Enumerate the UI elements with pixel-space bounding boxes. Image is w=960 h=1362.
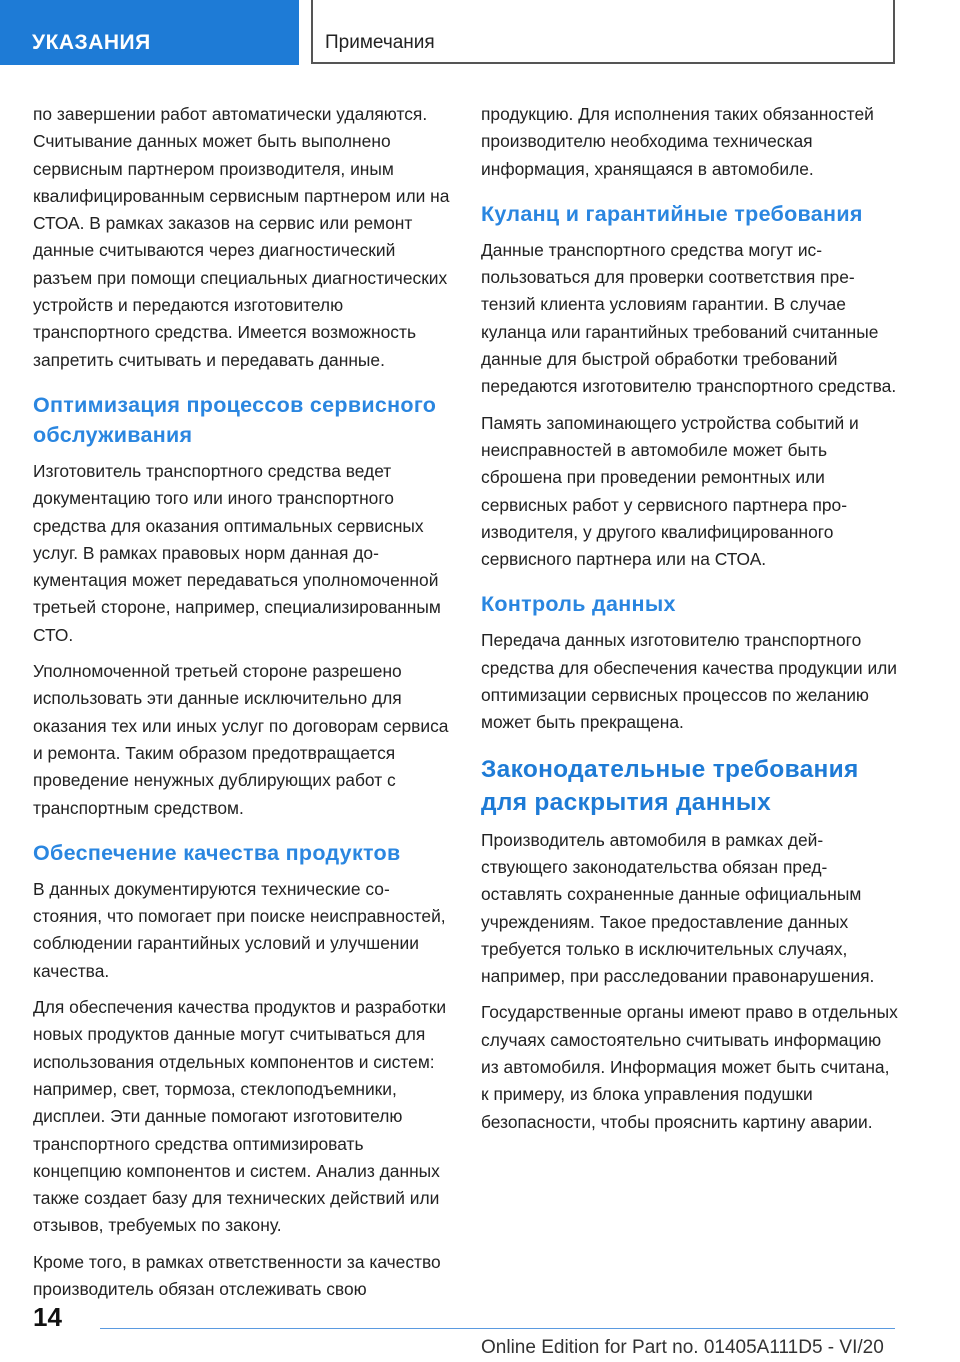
- edition-footer: Online Edition for Part no. 01405A111D5 - VI/20: [481, 1337, 884, 1358]
- subsection-tab: Примечания: [311, 0, 895, 64]
- paragraph: Данные транспортного средства могут использоваться для проверки соответствия претензий клиента условиям гарантии. В случае куланца или гарантийных требований считанные данные для быстрой обработки требований передаются изготовителю транспортного средства.: [481, 239, 897, 397]
- paragraph: Передача данных изготовителю транспортного средства для обеспечения качества продукции или оптимизации сервисных процессов по желанию может быть прекращена.: [481, 630, 898, 733]
- paragraph: Изготовитель транспортного средства ведет документацию того или иного транспортного средства для оказания оптимальных сервисных услуг. В рамках правовых норм данная документация может передаваться уполномоченной третьей стороне, например, специализированным СТО.: [33, 460, 441, 645]
- page-number: 14: [33, 1302, 62, 1332]
- heading-warranty: Куланц и гарантийные требования: [481, 201, 863, 226]
- paragraph: Уполномоченной третьей стороне разрешено использовать эти данные исключительно для оказания тех или иных услуг по договорам сервиса и ремонта. Таким образом предотвращается проведение ненужных дублирующих работ с транспортным средством.: [33, 661, 449, 818]
- left-column: [33, 101, 453, 1312]
- heading-quality: Обеспечение качества продуктов: [33, 840, 401, 865]
- paragraph: Кроме того, в рамках ответственности за качество производитель обязан отслеживать свою: [33, 1251, 441, 1299]
- paragraph: Производитель автомобиля в рамках действующего законодательства обязан предоставлять сохраненные данные официальным учреждениям. Такое предоставление данных требуется только в исключительных случаях, например, при расследовании правонарушения.: [481, 829, 875, 987]
- paragraph: В данных документируются технические состояния, что помогает при поиске неисправностей, соблюдении гарантийных условий и улучшении качества.: [33, 878, 446, 981]
- heading-legal: Законодательные требования для раскрытия данных: [481, 755, 859, 816]
- intro-paragraph: по завершении работ автоматически удаляются. Считывание данных может быть выполнено сервисным партнером производителя, иным квалифицированным сервисным партнером или на СТОА. В рамках заказов на сервис или ремонт данные считываются через диагностический разъем при помощи специальных диагностических устройств и передаются изготовителю транспортного средства. Имеется возможность запретить считывать и передавать данные.: [33, 104, 450, 370]
- paragraph: Для обеспечения качества продуктов и разработки новых продуктов данные могут считываться для использования отдельных компонентов и систем: например, свет, тормоза, стеклоподъемники, дисплеи. Эти данные помогают изготовителю транспортного средства оптимизировать концепцию компонентов и систем. Анализ данных также создает базу для технических действий или отзывов, требуемых по закону.: [33, 997, 447, 1236]
- heading-optimization: Оптимизация процессов сервисного обслуживания: [33, 392, 437, 447]
- paragraph: Память запоминающего устройства событий и неисправностей в автомобиле может быть сброшена при проведении ремонтных или сервисных работ у сервисного партнера производителя, у другого квалифицированного сервисного партнера или на СТОА.: [481, 412, 859, 570]
- heading-control: Контроль данных: [481, 592, 676, 617]
- paragraph: Государственные органы имеют право в отдельных случаях самостоятельно считывать информацию из автомобиля. Информация может быть считана, к примеру, из блока управления подушки безопасности, чтобы прояснить картину аварии.: [481, 1002, 898, 1132]
- section-tab: УКАЗАНИЯ: [0, 0, 299, 65]
- footer-divider: [100, 1328, 895, 1329]
- continuation-paragraph: продукцию. Для исполнения таких обязанностей производителю необходима техническая информация, хранящаяся в автомобиле.: [481, 104, 874, 179]
- right-column: [481, 101, 901, 1145]
